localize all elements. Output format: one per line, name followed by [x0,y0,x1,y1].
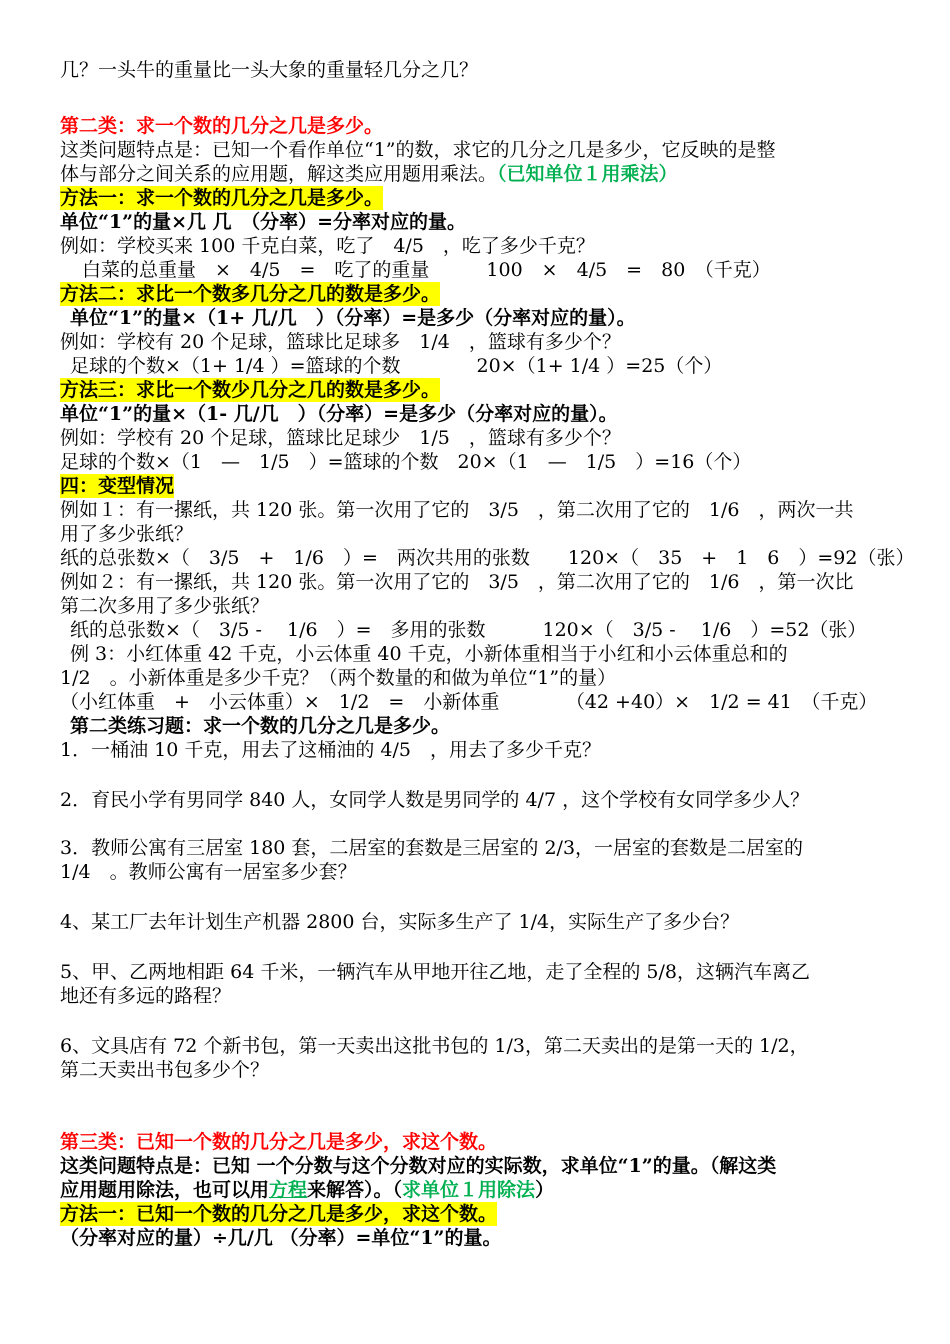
method-heading-3: 方法三：求比一个数少几分之几的数是多少。 [60,379,441,401]
section-heading-type3: 第三类：已知一个数的几分之几是多少，求这个数。 [60,1131,498,1153]
example-line: 例 3：小红体重 42 千克，小云体重 40 千克，小新体重相当于小红和小云体重总和的 [70,643,788,665]
text-line: 用了多少张纸？ [60,523,194,545]
formula-line: （分率对应的量）÷几/几 （分率）=单位“1”的量。 [60,1227,502,1249]
exercise-item: 5、甲、乙两地相距 64 千米，一辆汽车从甲地开往乙地，走了全程的 5/8，这辆汽车离乙 [60,961,810,983]
exercise-item: 1．一桶油 10 千克，用去了这桶油的 4/5 ，用去了多少千克？ [60,739,601,761]
formula-line: 单位“1”的量×几 几 （分率）=分率对应的量。 [60,211,467,233]
formula-line: 单位“1”的量×（1- 几/几 ）（分率）=是多少（分率对应的量）。 [60,403,618,425]
text-span: 来解答）。（ [307,1179,403,1201]
text-line: 地还有多远的路程？ [60,985,232,1007]
formula-line: 单位“1”的量×（1+ 几/几 ）（分率）=是多少（分率对应的量）。 [70,307,636,329]
exercise-item: 6、文具店有 72 个新书包，第一天卖出这批书包的 1/3，第二天卖出的是第一天的 1/2， [60,1035,809,1057]
text-line: 第二次多用了多少张纸？ [60,595,270,617]
text-span: 应用题用除法，也可以用 [60,1179,270,1201]
text-line: 这类问题特点是：已知 一个分数与这个分数对应的实际数，求单位“1”的量。（解这类 [60,1155,777,1177]
section-heading-variants: 四：变型情况 [60,475,175,497]
example-line: 例如：学校买来 100 千克白菜，吃了 4/5 ，吃了多少千克？ [60,235,595,257]
green-note: （已知单位１用乘法） [497,163,678,185]
solution-line: （小红体重 + 小云体重）× 1/2 = 小新体重 （42 +40）× 1/2 = 41 （千克） [60,691,878,713]
example-line: 例如１：有一摞纸，共 120 张。第一次用了它的 3/5 ，第二次用了它的 1/6 ，两次一共 [60,499,854,521]
example-line: 例如２：有一摞纸，共 120 张。第一次用了它的 3/5 ，第二次用了它的 1/6 ，第一次比 [60,571,854,593]
method-heading-2: 方法二：求比一个数多几分之几的数是多少。 [60,283,441,305]
exercise-item: 3．教师公寓有三居室 180 套，二居室的套数是三居室的 2/3，一居室的套数是二居室的 [60,837,804,859]
text-line: 1/4 。教师公寓有一居室多少套？ [60,861,357,883]
method-heading-1b: 方法一：已知一个数的几分之几是多少，求这个数。 [60,1203,498,1225]
section-heading-type2: 第二类：求一个数的几分之几是多少。 [60,115,384,137]
solution-line: 白菜的总重量 × 4/5 = 吃了的重量 100 × 4/5 = 80 （千克） [82,259,771,281]
example-line: 例如：学校有 20 个足球，篮球比足球少 1/5 ，篮球有多少个？ [60,427,621,449]
method-heading-1: 方法一：求一个数的几分之几是多少。 [60,187,384,209]
text-span: 体与部分之间关系的应用题，解这类应用题用乘法。 [60,163,498,185]
exercise-item: 2．育民小学有男同学 840 人，女同学人数是男同学的 4/7 ，这个学校有女同学多少人？ [60,789,810,811]
text-line: 第二天卖出书包多少个？ [60,1059,270,1081]
text-line: 几？一头牛的重量比一头大象的重量轻几分之几？ [60,59,479,81]
solution-line: 纸的总张数×（ 3/5 - 1/6 ）= 多用的张数 120×（ 3/5 - 1/6 ）=52（张） [70,619,867,641]
practice-heading: 第二类练习题：求一个数的几分之几是多少。 [70,715,451,737]
text-line: 1/2 。小新体重是多少千克？（两个数量的和做为单位“1”的量） [60,667,617,689]
green-note: 求单位１用除法 [402,1179,536,1201]
text-line: 这类问题特点是：已知一个看作单位“1”的数，求它的几分之几是多少，它反映的是整 [60,139,776,161]
solution-line: 足球的个数×（1+ 1/4 ）=篮球的个数 20×（1+ 1/4 ）=25（个） [70,355,723,377]
text-line [60,1178,554,1202]
solution-line: 纸的总张数×（ 3/5 + 1/6 ）= 两次共用的张数 120×（ 35 + 1 6 ）=92（张） [60,547,915,569]
text-span: ） [535,1179,555,1201]
solution-line: 足球的个数×（1 — 1/5 ）=篮球的个数 20×（1 — 1/5 ）=16（个） [60,451,752,473]
example-line: 例如：学校有 20 个足球，篮球比足球多 1/4 ，篮球有多少个？ [60,331,621,353]
text-line [60,162,678,186]
exercise-item: 4、某工厂去年计划生产机器 2800 台，实际多生产了 1/4，实际生产了多少台？ [60,911,740,933]
equation-link[interactable]: 方程 [269,1179,308,1201]
